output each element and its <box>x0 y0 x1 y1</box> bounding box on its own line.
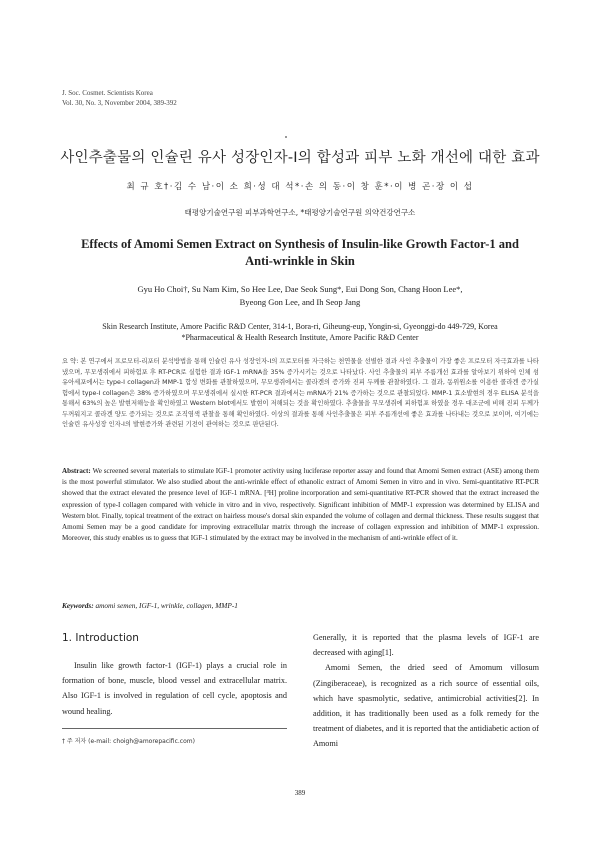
section-title-introduction: 1. Introduction <box>62 632 139 644</box>
decorative-dot <box>285 136 287 138</box>
right-column <box>313 630 539 752</box>
english-affiliation-line2: *Pharmaceutical & Health Research Institute, Amore Pacific R&D Center <box>181 333 419 342</box>
footnote-divider <box>62 728 287 729</box>
english-authors-line2: Byeong Gon Lee, and Ih Seop Jang <box>239 296 361 307</box>
journal-name: J. Soc. Cosmet. Scientists Korea <box>62 89 153 97</box>
english-affiliation-line1: Skin Research Institute, Amore Pacific R&D Center, 314-1, Bora-ri, Giheung-eup, Yongin-si, Gyeonggi-do 449-729, Korea <box>102 322 498 331</box>
corresponding-author-footnote: † 주 저자 (e-mail: choigh@amorepacific.com) <box>62 738 195 745</box>
journal-volume: Vol. 30, No. 3, November 2004, 389-392 <box>62 99 177 107</box>
abstract-label: Abstract: <box>62 467 91 475</box>
korean-authors: 최 규 호†·김 수 남·이 소 희·성 대 석*·손 의 동·이 창 훈*·이 병 곤·장 이 섭 <box>126 182 474 192</box>
english-title-line1: Effects of Amomi Semen Extract on Synthesis of Insulin-like Growth Factor-1 and <box>81 237 519 251</box>
intro-paragraph-right-1: Generally, it is reported that the plasma levels of IGF-1 are decreased with aging[1]. <box>313 633 539 658</box>
korean-abstract: 요 약: 본 연구에서 프로모터-리포터 분석방법을 통해 인슐린 유사 성장인자-I의 프로모터를 자극하는 천연물을 선별한 결과 사인 추출물이 가장 좋은 프로모터 자극효과를 나타냈으며, 무모생쥐에서 피하험포 후 RT-PCR로 실험한 결과 IGF-1 mRNA을 35% 증가시키는 것으로 나타났다. 사인 추출물의 피부 주름개선 효과를 알아보기 위하여 인체 섬유아세포에서는 type-I collagen과 MMP-1 합성 변화를 관찰하였으며, 무모생쥐에서는 콜라겐의 증가와 진피 두께를 관찰하였다. 그 결과, 동위원소를 이용한 콜라겐 증가실험에서 type-I collagen은 38% 증가하였으며 무모생쥐에서 실시한 RT-PCR 결과에서는 mRNA가 21% 증가하는 것으로 관찰되었다. MMP-1 효소발현의 경우 ELISA 분석을 통해서 63%의 높은 발현저해능을 확인하였고 Western blot에서도 발현이 저해되는 것을 확인하였다. 추출물을 무모생쥐에 피하험포 하였을 경우 대조군에 비해 진피 두께가 두꺼워지고 콜라겐 양도 증가되는 것으로 조직염색 관찰을 통해 확인하였다. 이상의 결과를 통해 사인추출물은 피부 주름개선에 좋은 효과를 나타내는 것으로 보이며, 여기에는 인슐린 유사성장 인자-I의 발현증가와 관련된 기전이 관여하는 것으로 판단된다. <box>62 358 539 428</box>
english-authors <box>60 283 540 308</box>
korean-title: 사인추출물의 인슐린 유사 성장인자-I의 합성과 피부 노화 개선에 대한 효과 <box>60 150 540 166</box>
page-number: 389 <box>294 789 306 797</box>
intro-paragraph-right-2: Amomi Semen, the dried seed of Amomum villosum (Zingiberaceae), is recognized as a rich source of essential oils, which have spasmolytic, sedative, antimicrobial activities[2]. In addition, it has traditionally been used as a folk remedy for the treatment of diabetes, and it is reported that the antidiabetic action of Amomi <box>313 663 539 749</box>
english-title <box>40 236 560 270</box>
english-affiliation <box>40 321 560 343</box>
korean-affiliation: 태평양기술연구원 피부과학연구소, *태평양기술연구원 의약건강연구소 <box>184 208 416 217</box>
journal-citation <box>62 88 177 108</box>
keywords <box>62 601 238 610</box>
keywords-text: amomi semen, IGF-1, wrinkle, collagen, MMP-1 <box>93 601 238 610</box>
english-abstract <box>62 466 539 544</box>
abstract-text: We screened several materials to stimulate IGF-1 promoter activity using luciferase reporter assay and found that Amomi Semen extract (ASE) among them is the most powerful stimulator. We also studied about the anti-wrinkle effect of ethanolic extract of Amomi Semen in vitro and in vivo. Semi-quantitative RT-PCR showed that the extract elevated the presence level of IGF-1 mRNA. [³H] proline incorporation and semi-quantitative RT-PCR showed that the extract increased the expression of type-I collagen compared with vehicle in vitro and in vivo, respectively. Significant inhibition of MMP-1 expression was determined by ELISA and Western blot. Finally, topical treatment of the extract on hairless mouse's dorsal skin expanded the volume of collagen and dermal thickness. These results suggest that Amomi Semen may be a good candidate for improving extracellular matrix through the increase of collagen expression and inhibition of MMP-1 expression. Moreover, this study enables us to guess that IGF-1 stimulated by the extract may be involved in the mechanism of anti-wrinkle effect of it. <box>62 467 539 543</box>
left-column <box>62 658 287 719</box>
keywords-label: Keywords: <box>62 601 94 610</box>
english-title-line2: Anti-wrinkle in Skin <box>245 254 355 268</box>
intro-paragraph-left: Insulin like growth factor-1 (IGF-1) plays a crucial role in formation of bone, muscle, blood vessel and extracellular matrix. Also IGF-1 is involved in regulation of cell cycle, apoptosis and wound healing. <box>62 661 287 716</box>
english-authors-line1: Gyu Ho Choi†, Su Nam Kim, So Hee Lee, Dae Seok Sung*, Eui Dong Son, Chang Hoon Lee*, <box>137 284 463 294</box>
